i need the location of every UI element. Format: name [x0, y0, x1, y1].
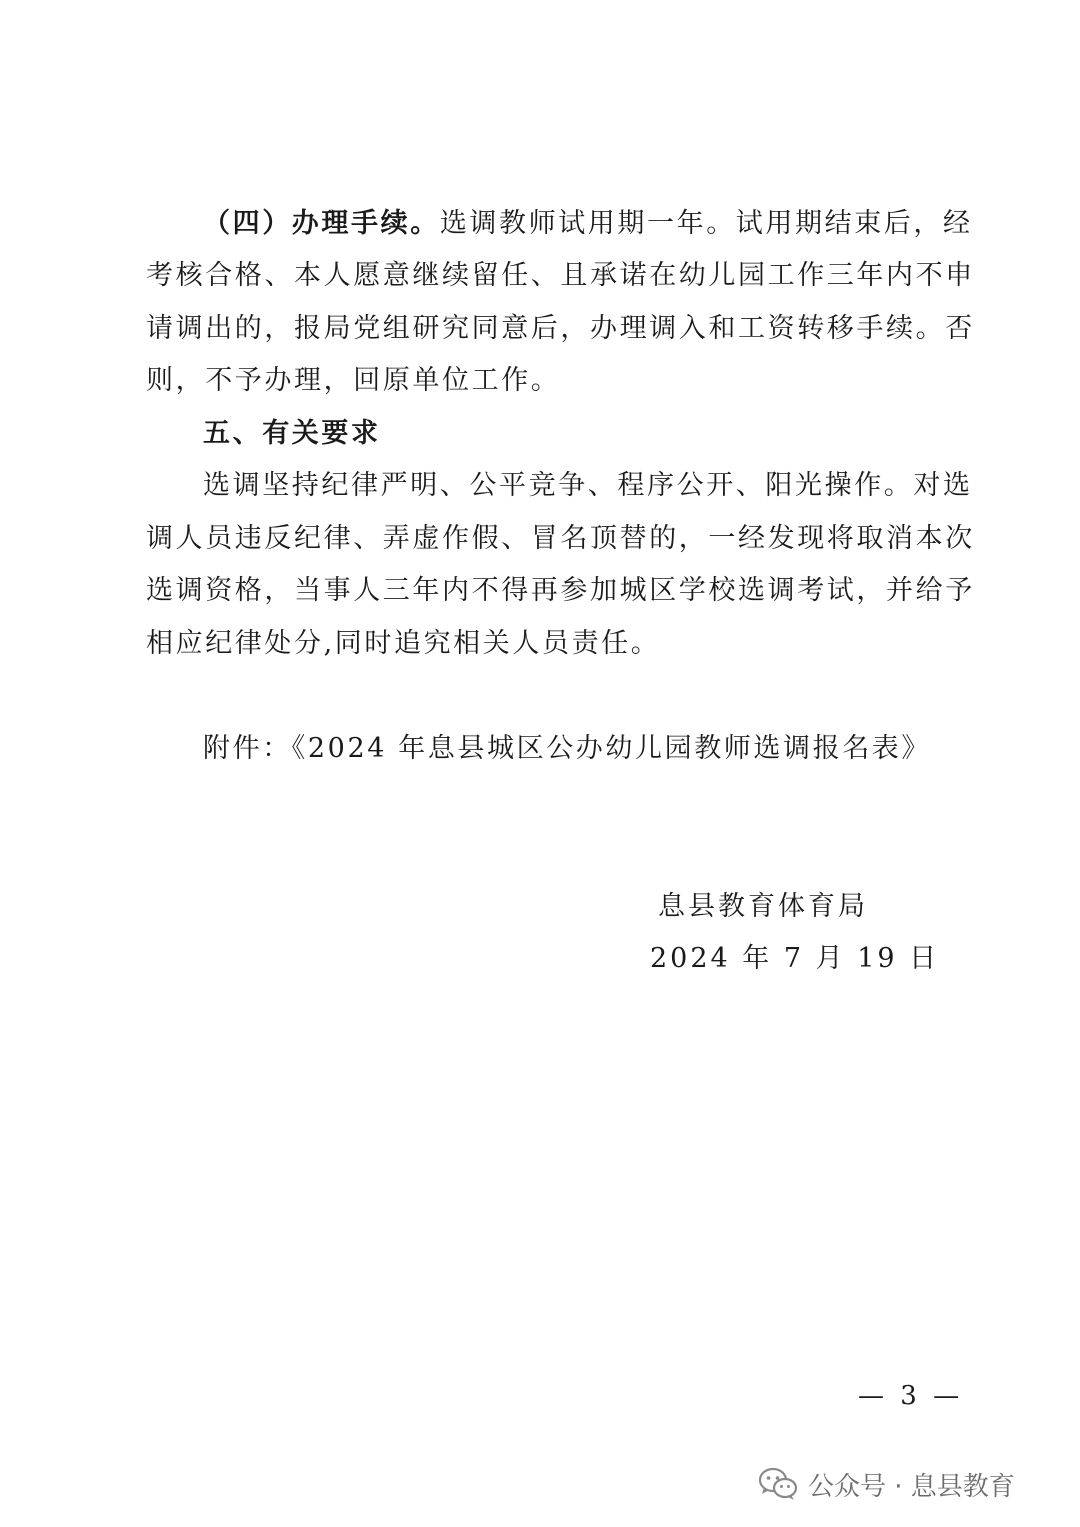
page-number: — 3 — [858, 1381, 964, 1411]
requirements-line-2: 调人员违反纪律、弄虚作假、冒名顶替的，一经发现将取消本次 [146, 523, 975, 554]
requirements-line-3: 选调资格，当事人三年内不得再参加城区学校选调考试，并给予 [146, 575, 975, 606]
requirements-line-1: 选调坚持纪律严明、公平竞争、程序公开、阳光操作。对选 [203, 470, 973, 501]
wechat-icon [758, 1467, 798, 1501]
watermark-text: 公众号 · 息县教育 [808, 1471, 1015, 1502]
signature-date: 2024 年 7 月 19 日 [650, 943, 940, 974]
requirements-line-4: 相应纪律处分,同时追究相关人员责任。 [146, 628, 661, 659]
signature-organization: 息县教育体育局 [658, 891, 868, 922]
paragraph-procedure-line-1 [203, 206, 973, 242]
procedure-heading: （四）办理手续。 [203, 208, 440, 239]
watermark [758, 1462, 1015, 1506]
attachment-line: 附件：《2024 年息县城区公办幼儿园教师选调报名表》 [203, 733, 931, 764]
paragraph-procedure-line-2: 考核合格、本人愿意继续留任、且承诺在幼儿园工作三年内不申 [146, 260, 975, 291]
procedure-text-1: 选调教师试用期一年。试用期结束后，经 [439, 208, 973, 239]
section-heading: 五、有关要求 [203, 418, 381, 449]
paragraph-procedure-line-4: 则，不予办理，回原单位工作。 [146, 365, 561, 396]
paragraph-procedure-line-3: 请调出的，报局党组研究同意后，办理调入和工资转移手续。否 [146, 313, 975, 344]
